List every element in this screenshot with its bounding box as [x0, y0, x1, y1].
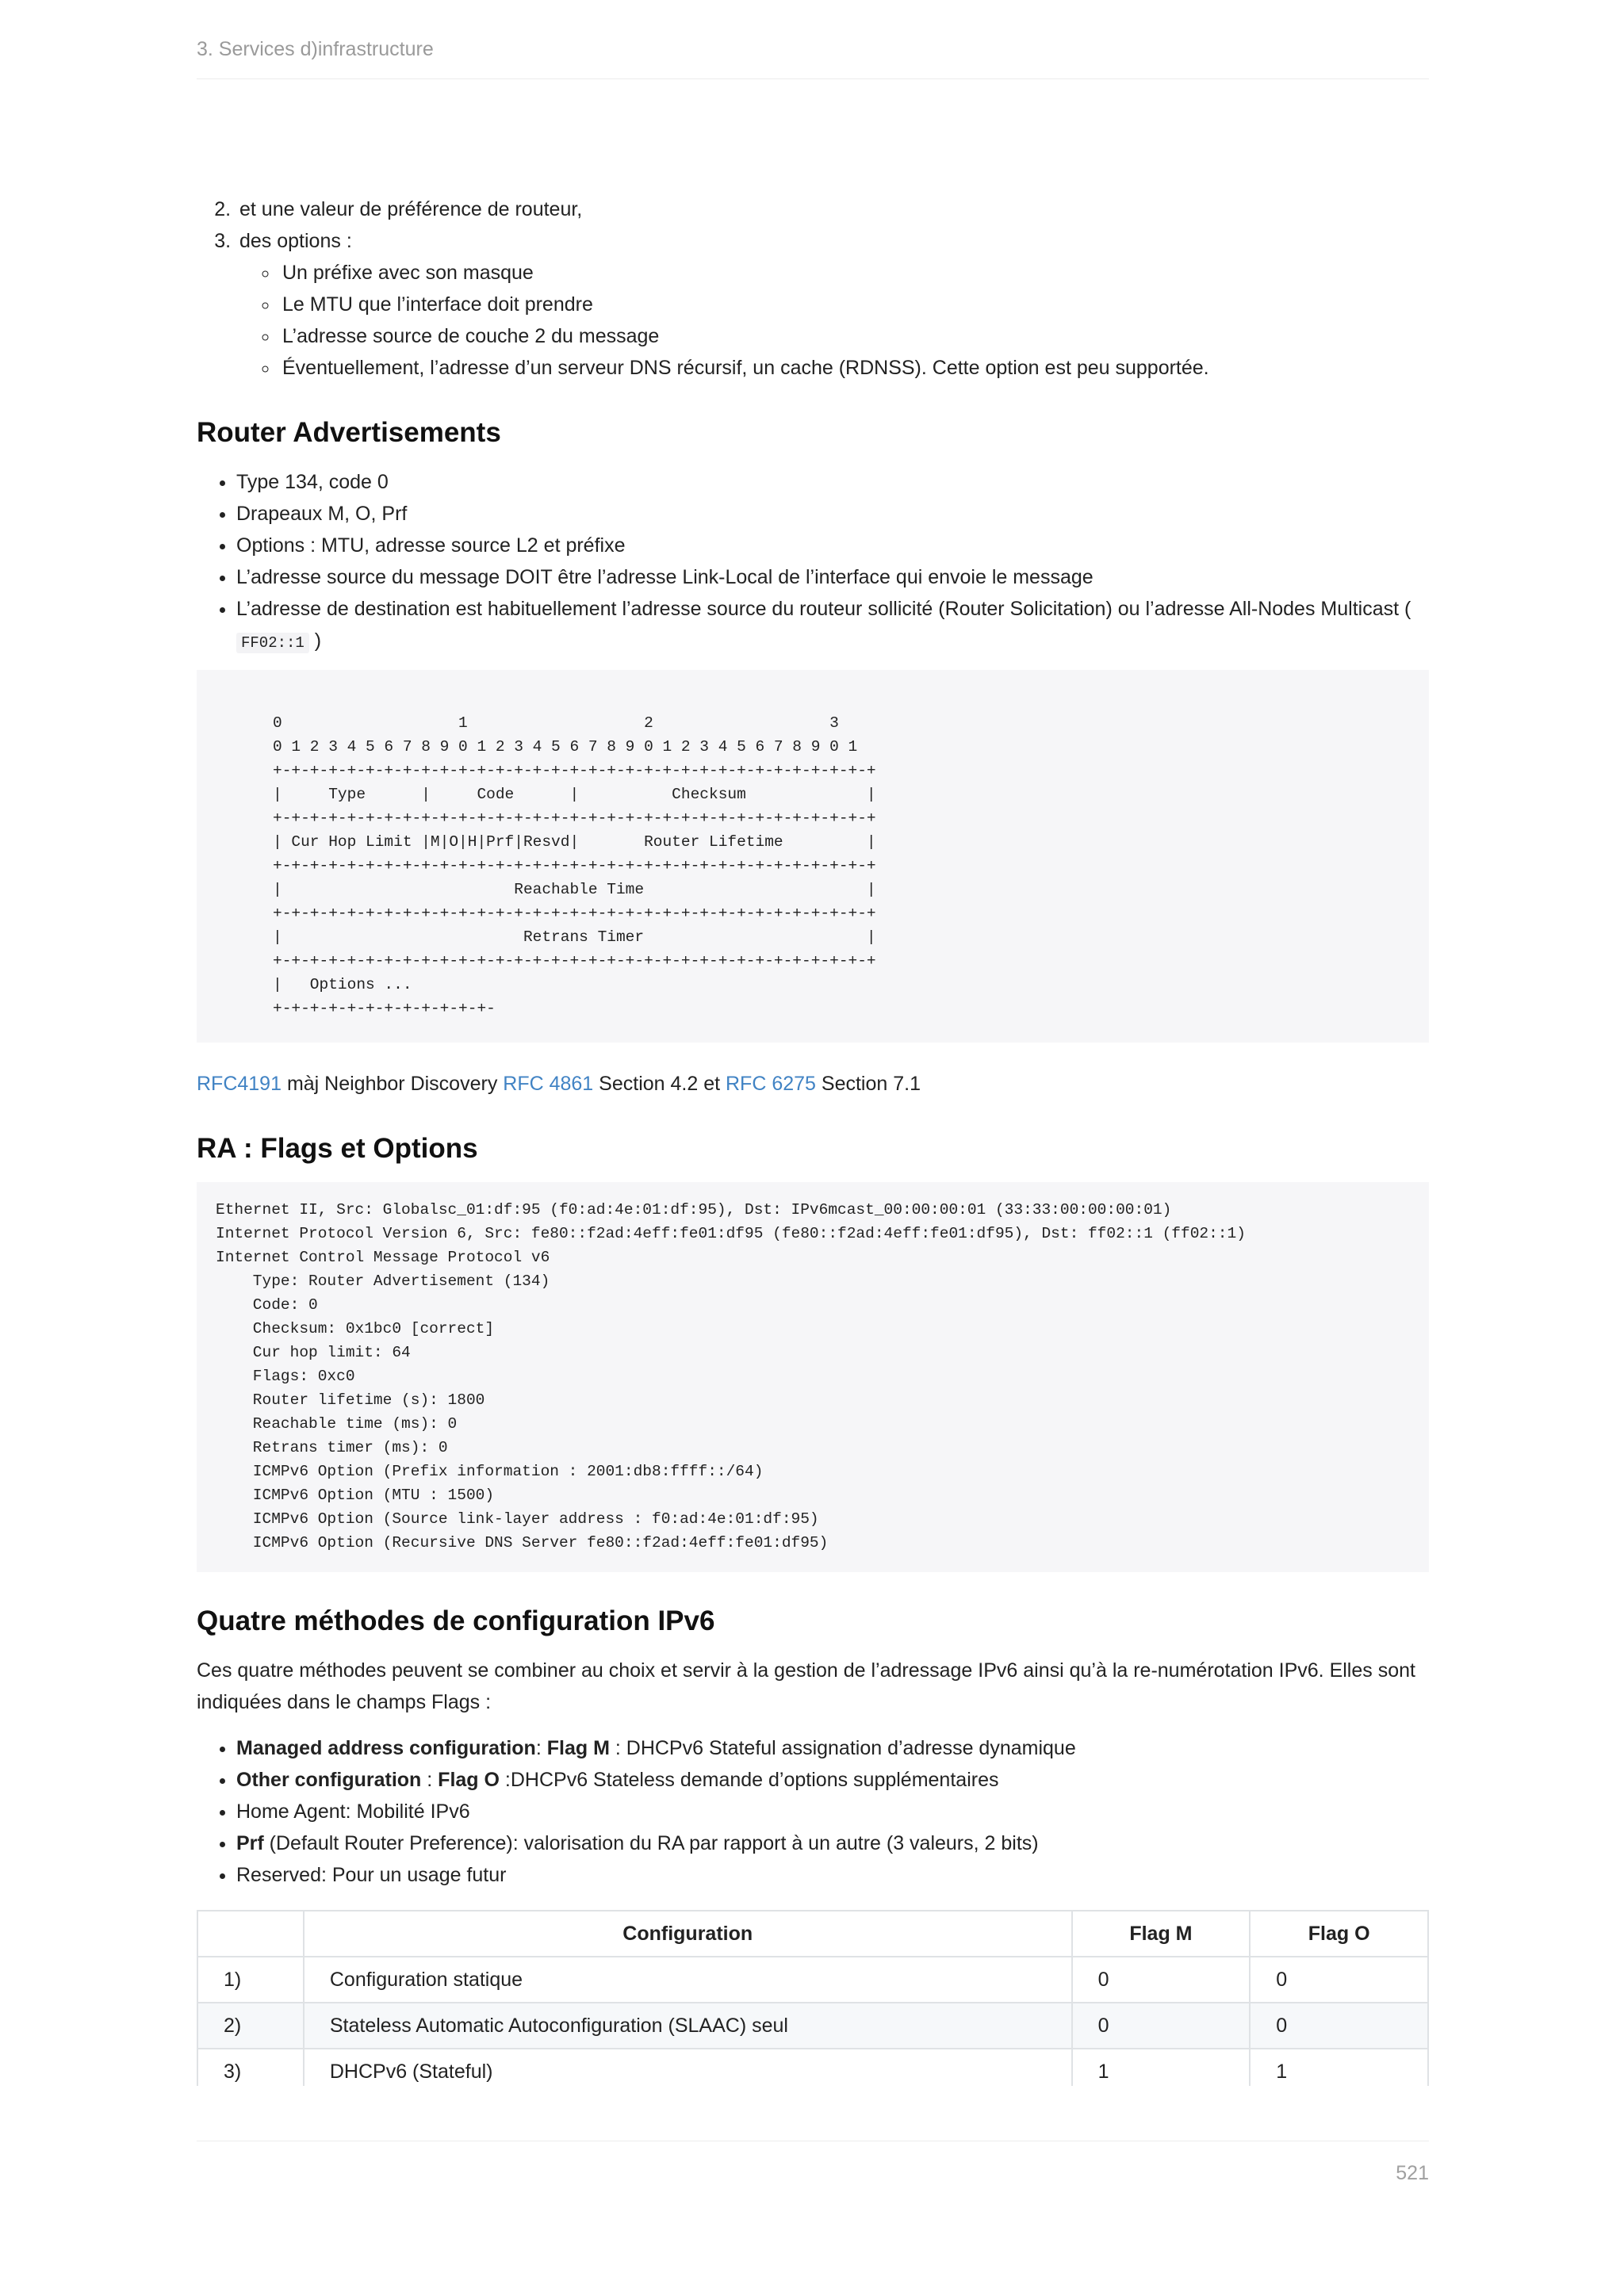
list-item: • Options : MTU, adresse source L2 et préfixe	[236, 530, 1429, 561]
section-heading-router-advertisements: Router Advertisements	[197, 417, 501, 448]
table-cell: 1)	[197, 1957, 304, 2003]
table-cell: 1	[1072, 2049, 1251, 2086]
table-cell: 0	[1250, 2003, 1428, 2049]
table-cell: 1	[1250, 2049, 1428, 2086]
section-heading-ra-flags: RA : Flags et Options	[197, 1133, 478, 1164]
flags-bullets	[197, 1732, 1429, 1891]
list-item: 2. et une valeur de préférence de routeur,	[236, 193, 1429, 225]
link-rfc4191[interactable]: RFC4191	[197, 1073, 282, 1095]
table-cell: 3)	[197, 2049, 304, 2086]
page-content	[197, 193, 1429, 2086]
list-item: • Other configuration : Flag O :DHCPv6 Stateless demande d’options supplémentaires	[236, 1764, 1429, 1796]
table-cell: 0	[1072, 1957, 1251, 2003]
config-table	[197, 1910, 1429, 2086]
table-row	[197, 1957, 1428, 2003]
list-item: ◦ Un préfixe avec son masque	[279, 257, 1429, 289]
table-row	[197, 2049, 1428, 2086]
list-item: • L’adresse de destination est habituellement l’adresse source du routeur sollicité (Router Solicitation) ou l’adresse All-Nodes Multicast ( FF02::1 )	[236, 593, 1429, 659]
intro-paragraph: Ces quatre méthodes peuvent se combiner au choix et servir à la gestion de l’adressage IPv6 ainsi qu’à la re-numérotation IPv6. Elles sont indiquées dans le champs Flags :	[197, 1659, 1415, 1713]
options-sub-list	[239, 257, 1429, 384]
page-number: 521	[1396, 2162, 1429, 2184]
table-cell: 0	[1250, 1957, 1428, 2003]
list-item: • Reserved: Pour un usage futur	[236, 1859, 1429, 1891]
options-list	[197, 193, 1429, 384]
list-item: ◦ Le MTU que l’interface doit prendre	[279, 289, 1429, 320]
table-cell: 0	[1072, 2003, 1251, 2049]
table-cell: Configuration statique	[304, 1957, 1072, 2003]
router-adv-bullets	[197, 466, 1429, 659]
config-table-wrapper	[197, 1891, 1429, 2086]
link-rfc4861[interactable]: RFC 4861	[503, 1073, 594, 1095]
ra-packet-diagram: 0 1 2 3 0 1 2 3 4 5 6 7 8 9 0 1 2 3 4 5 6 7 8 9 0 1 2 3 4 5 6 7 8 9 0 1 +-+-+-+-+-+-+-+-+-+-+-+-+-+-+-+-+-+-+-+-+-+-+-+-+-+-+-+-+-+-+-+-+ | Type | Code | Checksum | +-+-+-+-+-+-+-+-+-+-+-+-+-+-+-+-+-+-+-+-+-+-+-+-+-+-+-+-+-+-+-+-+ | Cur Hop Limit |M|O|H|Prf|Resvd| Router Lifetime | +-+-+-+-+-+-+-+-+-+-+-+-+-+-+-+-+-+-+-+-+-+-+-+-+-+-+-+-+-+-+-+-+ | Reachable Time | +-+-+-+-+-+-+-+-+-+-+-+-+-+-+-+-+-+-+-+-+-+-+-+-+-+-+-+-+-+-+-+-+ | Retrans Timer | +-+-+-+-+-+-+-+-+-+-+-+-+-+-+-+-+-+-+-+-+-+-+-+-+-+-+-+-+-+-+-+-+ | Options ... +-+-+-+-+-+-+-+-+-+-+-+-	[197, 670, 1429, 1043]
list-item: • Type 134, code 0	[236, 466, 1429, 498]
running-header: 3. Services d)infrastructure	[197, 38, 1429, 79]
column-header	[197, 1911, 304, 1957]
column-header: Flag O	[1250, 1911, 1428, 1957]
list-item: ◦ Éventuellement, l’adresse d’un serveur DNS récursif, un cache (RDNSS). Cette option est peu supportée.	[279, 352, 1429, 384]
column-header: Flag M	[1072, 1911, 1251, 1957]
table-cell: 2)	[197, 2003, 304, 2049]
table-row	[197, 2003, 1428, 2049]
inline-code: FF02::1	[236, 633, 309, 653]
running-footer	[197, 2141, 1429, 2185]
list-item: ◦ L’adresse source de couche 2 du message	[279, 320, 1429, 352]
list-item: • Managed address configuration: Flag M : DHCPv6 Stateful assignation d’adresse dynamique	[236, 1732, 1429, 1764]
list-item: • Drapeaux M, O, Prf	[236, 498, 1429, 530]
table-header-row	[197, 1911, 1428, 1957]
column-header: Configuration	[304, 1911, 1072, 1957]
table-cell: DHCPv6 (Stateful)	[304, 2049, 1072, 2086]
list-item: 3. des options : ◦ Un préfixe avec son masque ◦ Le MTU que l’interface doit prendre ◦ L’adresse source de couche 2 du message ◦ Éventuellement, l’adresse d’un serveur DNS récursif, un cache (RDNSS). Cette option est peu supportée.	[236, 225, 1429, 384]
list-item: • Home Agent: Mobilité IPv6	[236, 1796, 1429, 1827]
section-heading-quatre-methodes: Quatre méthodes de configuration IPv6	[197, 1605, 715, 1636]
rfc-references: RFC4191 màj Neighbor Discovery RFC 4861 Section 4.2 et RFC 6275 Section 7.1	[197, 1073, 921, 1095]
link-rfc6275[interactable]: RFC 6275	[726, 1073, 816, 1095]
list-item: • L’adresse source du message DOIT être l’adresse Link-Local de l’interface qui envoie le message	[236, 561, 1429, 593]
ra-capture-code-block: Ethernet II, Src: Globalsc_01:df:95 (f0:ad:4e:01:df:95), Dst: IPv6mcast_00:00:00:01 (33:33:00:00:00:01) Internet Protocol Version 6, Src: fe80::f2ad:4eff:fe01:df95 (fe80::f2ad:4eff:fe01:df95), Dst: ff02::1 (ff02::1) Internet Control Message Protocol v6 Type: Router Advertisement (134) Code: 0 Checksum: 0x1bc0 [correct] Cur hop limit: 64 Flags: 0xc0 Router lifetime (s): 1800 Reachable time (ms): 0 Retrans timer (ms): 0 ICMPv6 Option (Prefix information : 2001:db8:ffff::/64) ICMPv6 Option (MTU : 1500) ICMPv6 Option (Source link-layer address : f0:ad:4e:01:df:95) ICMPv6 Option (Recursive DNS Server fe80::f2ad:4eff:fe01:df95)	[197, 1182, 1429, 1572]
table-cell: Stateless Automatic Autoconfiguration (SLAAC) seul	[304, 2003, 1072, 2049]
list-item: • Prf (Default Router Preference): valorisation du RA par rapport à un autre (3 valeurs, 2 bits)	[236, 1827, 1429, 1859]
